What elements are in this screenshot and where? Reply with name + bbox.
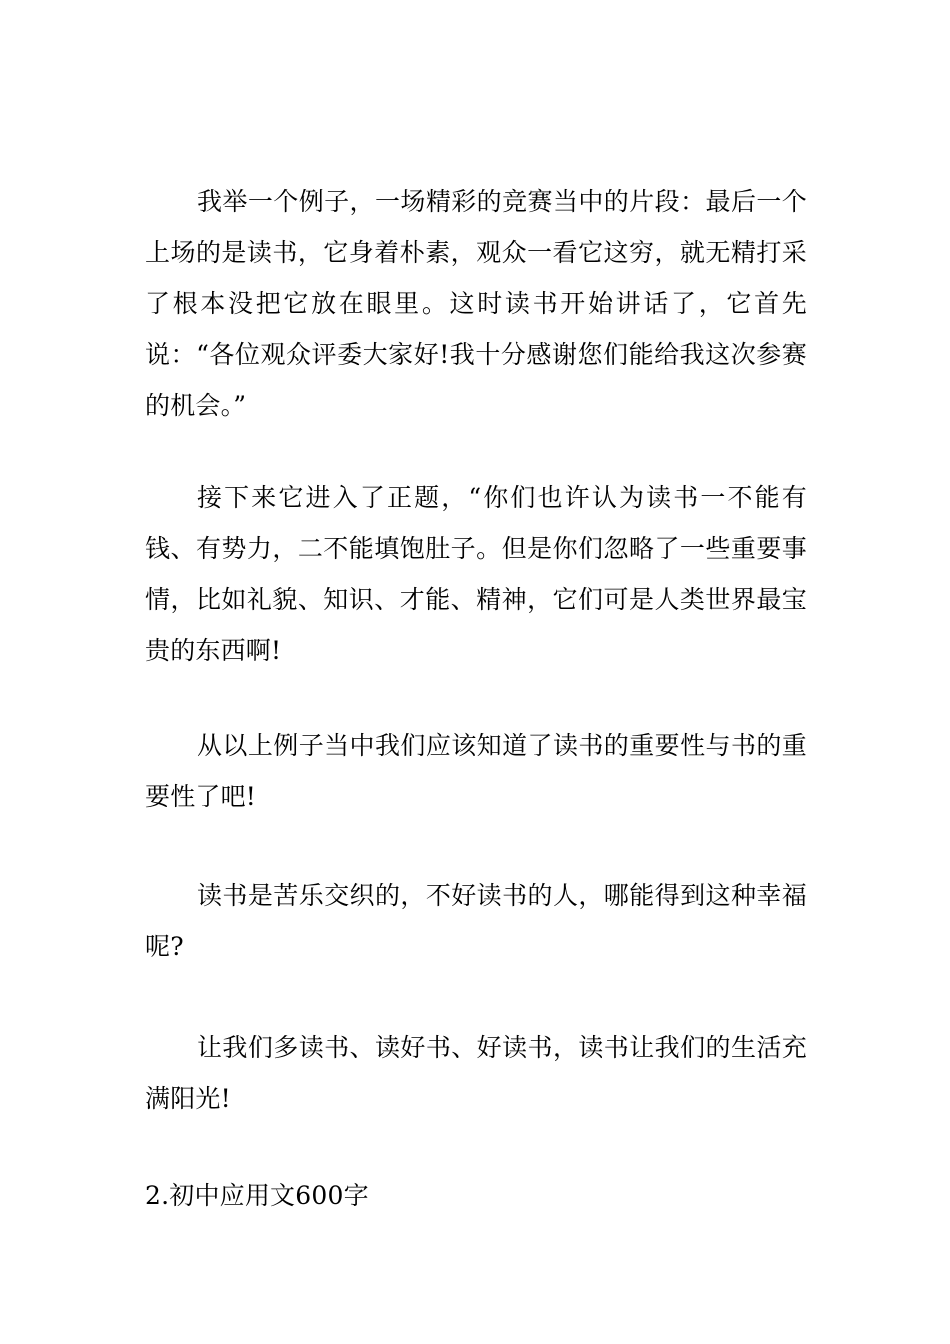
paragraph-joy-of-reading: 读书是苦乐交织的，不好读书的人，哪能得到这种幸福呢? [145, 881, 807, 961]
paragraph-reading-competition-example: 我举一个例子，一场精彩的竞赛当中的片段：最后一个上场的是读书，它身着朴素，观众一看它这穷，就无精打采了根本没把它放在眼里。这时读书开始讲话了，它首先说：“各位观众评委大家好!我十分感谢您们能给我这次参赛的机会。” [145, 187, 807, 420]
paragraph-main-topic: 接下来它进入了正题，“你们也许认为读书一不能有钱、有势力，二不能填饱肚子。但是你们忽略了一些重要事情，比如礼貌、知识、才能、精神，它们可是人类世界最宝贵的东西啊! [145, 483, 807, 665]
paragraph-importance-of-reading: 从以上例子当中我们应该知道了读书的重要性与书的重要性了吧! [145, 731, 807, 811]
section-heading: 2.初中应用文600字 [145, 1181, 369, 1210]
paragraph-call-to-read: 让我们多读书、读好书、好读书，读书让我们的生活充满阳光! [145, 1033, 807, 1113]
